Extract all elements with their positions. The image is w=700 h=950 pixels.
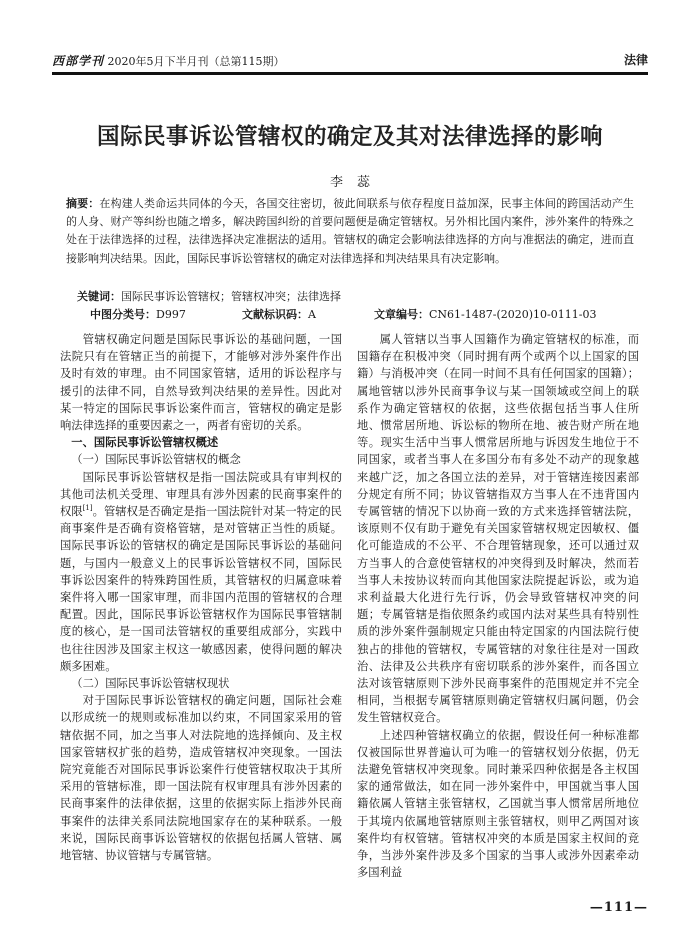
keywords-label: 关键词： xyxy=(77,290,121,303)
header-journal-info xyxy=(52,52,285,69)
citation-marker: [1] xyxy=(82,504,93,513)
body-column-right xyxy=(357,331,639,882)
abstract-label: 摘要： xyxy=(66,197,100,210)
article-title: 国际民事诉讼管辖权的确定及其对法律选择的影响 xyxy=(96,124,603,150)
header-rule xyxy=(52,72,648,75)
keywords xyxy=(77,288,341,304)
body-paragraph: 国际民事诉讼管辖权是指一国法院或具有审判权的其他司法机关受理、审理具有涉外因素的民商事案件的权限[1]。管辖权是否确定是指一国法院针对某一特定的民商事案件是否确有资格管辖，是对管辖正当性的质疑。国际民事诉讼的管辖权的确定是国际民事诉讼的基础问题，与国内一般意义上的民事诉讼管辖权不同，国际民事诉讼因案件的特殊跨国性质，其管辖权的归属意味着案件将入哪一国家审理，而非国内范围的管辖权的合理配置。因此，国际民事诉讼管辖权作为国际民事管辖制度的核心，是一国司法管辖权的重要组成部分，实践中也往往因涉及国家主权这一敏感因素，使得问题的解决颇多困难。 xyxy=(60,470,342,673)
body-paragraph: 对于国际民事诉讼管辖权的确定问题，国际社会难以形成统一的规则或标准加以约束，不同国家采用的管辖依据不同，加之当事人对法院地的选择倾向、及主权国家管辖权扩张的趋势，造成管辖权冲突现象。一国法院究竟能否对国际民事诉讼案件行使管辖权取决于其所采用的管辖标准，即一国法院有权审理具有涉外因素的民商事案件的法律依据，这里的依据实际上指涉外民商事案件的法律关系同法院地国家存在的某种联系。一般来说，国际民商事诉讼管辖权的依据包括属人管辖、属地管辖、协议管辖与专属管辖。 xyxy=(60,694,342,863)
running-header xyxy=(52,50,648,72)
document-code: 文献标识码：A xyxy=(242,308,316,321)
abstract-text: 在构建人类命运共同体的今天，各国交往密切，彼此间联系与依存程度日益加深，民事主体间的跨国活动产生的人身、财产等纠纷也随之增多，解决跨国纠纷的首要问题便是确定管辖权。另外相比国内案件，涉外案件的特殊之处在于法律选择的过程，法律选择决定准据法的适用。管辖权的确定会影响法律选择的方向与准据法的确定，进而直接影响判决结果。因此，国际民事诉讼管辖权的确定对法律选择和判决结果具有决定影响。 xyxy=(66,197,634,265)
author-name: 李蕊 xyxy=(329,175,384,190)
section-heading: 一、国际民事诉讼管辖权概述 xyxy=(71,435,219,450)
section-name: 法律 xyxy=(623,53,648,67)
body-column-left xyxy=(60,331,342,864)
subsection-heading: （一）国际民事诉讼管辖权的概念 xyxy=(71,453,241,467)
article-number: 文章编号：CN61-1487-(2020)10-0111-03 xyxy=(374,308,597,321)
page-number: —111— xyxy=(589,900,648,915)
keywords-text: 国际民事诉讼管辖权；管辖权冲突；法律选择 xyxy=(121,290,341,303)
journal-issue: 2020年5月下半月刊（总第115期） xyxy=(107,55,285,68)
body-paragraph: 上述四种管辖权确立的依据，假设任何一种标准都仅被国际世界普遍认可为唯一的管辖权划分依据，仍无法避免管辖权冲突现象。同时兼采四种依据是各主权国家的通常做法，如在同一涉外案件中，甲国就当事人国籍依属人管辖主张管辖权，乙国就当事人惯常居所地位于其境内依属地管辖原则主张管辖权，则甲乙两国对该案件均有权管辖。管辖权冲突的本质是国家主权间的竞争，当涉外案件涉及多个国家的当事人或涉外因素牵动多国利益 xyxy=(357,728,639,880)
abstract xyxy=(66,195,634,268)
clc-number: 中图分类号：D997 xyxy=(90,308,186,321)
journal-name: 西部学刊 xyxy=(52,54,105,68)
body-paragraph: 管辖权确定问题是国际民事诉讼的基础问题，一国法院只有在管辖正当的前提下，才能够对涉外案件作出及时有效的审理。由不同国家管辖，适用的诉讼程序与援引的法律不同，自然导致判决结果的差异性。因此对某一特定的国际民事诉讼案件而言，管辖权的确定是影响法律选择的重要因素之一，两者有密切的关系。 xyxy=(60,333,342,433)
body-paragraph: 属人管辖以当事人国籍作为确定管辖权的标准，而国籍存在积极冲突（同时拥有两个或两个以上国家的国籍）与消极冲突（在同一时间不具有任何国家的国籍）；属地管辖以涉外民商事争议与某一国领域或空间上的联系作为确定管辖权的依据，这些依据包括当事人住所地、惯常居所地、诉讼标的物所在地、被告财产所在地等。现实生活中当事人惯常居所地与诉因发生地位于不同国家，或者当事人在多国分布有多处不动产的现象越来越广泛，加之各国立法的差异，对于管辖连接因素部分规定有所不同；协议管辖指双方当事人在不违背国内专属管辖的情况下以协商一致的方式来选择管辖法院，该原则不仅有助于避免有关国家管辖权规定因敏权、僵化可能造成的不公平、不合理管辖现象，还可以通过双方当事人的合意使管辖权的冲突得到及时解决，然而若当事人未按协议转而向其他国家法院提起诉讼，或为追求利益最大化进行先行诉，仍会导致管辖权冲突的问题；专属管辖是指依照条约或国内法对某些具有特别性质的涉外案件强制规定只能由特定国家的内国法院行使独占的排他的管辖权，专属管辖的对象往往是对一国政治、法律及公共秩序有密切联系的涉外案件，而各国立法对该管辖原则下涉外民商事案件的范围规定并不完全相同，当根据专属管辖原则确定管辖权归属问题，仍会发生管辖权竞合。 xyxy=(357,333,639,725)
subsection-heading: （二）国际民事诉讼管辖权现状 xyxy=(71,677,230,691)
